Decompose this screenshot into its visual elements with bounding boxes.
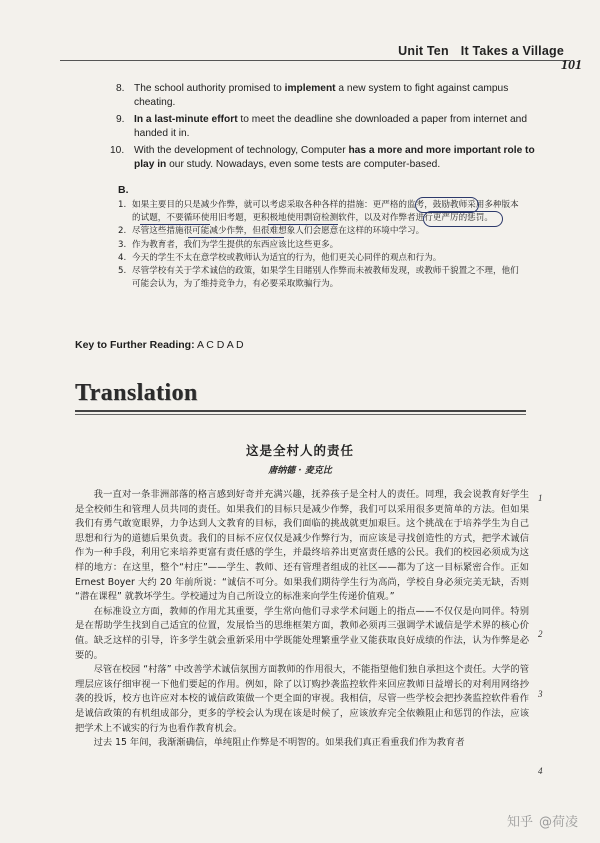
- section-b-label: B.: [118, 184, 129, 196]
- key-phrase: has a more and more important role to play in: [134, 144, 535, 171]
- answer-key-values: A C D A D: [196, 339, 244, 351]
- article-body: [75, 488, 529, 751]
- heading-rule: [75, 410, 526, 412]
- list-item: 9. In a last-minute effort to meet the deadline she downloaded a paper from internet and handed it in.: [116, 113, 528, 140]
- running-header: [398, 44, 564, 58]
- unit-title: It Takes a Village: [460, 44, 564, 58]
- paragraph-number: 3: [538, 689, 543, 699]
- item-number: 9.: [116, 113, 125, 125]
- item-number: 10.: [110, 144, 125, 156]
- page-number: 101: [561, 58, 582, 73]
- paragraph-number: 2: [538, 629, 543, 639]
- answer-key-label: Key to Further Reading:: [75, 339, 195, 351]
- watermark-user: @荷凌: [538, 815, 578, 830]
- paragraph: 我一直对一条非洲部落的格言感到好奇并充满兴趣，抚养孩子是全村人的责任。同理，我会说教育好学生是全校师生和管理人员共同的责任。如果我们的目标只是减少作弊，我们可以采用很多更简单的方法。但如果我们有勇气敢宽眼界，力争达到人文教育的目标，我们面临的挑战就更加艰巨。这个挑战在于培养学生为自己思想和行为的道德后果负责。我们的目标不应仅仅是减少作弊行为，而应该是寻找创造性的方式，把学术诚信作为一种手段，利用它来培养更富有责任感的学生，并最终培养出更富责任感的公民。我们的校园必须成为这样的地方：在这里，整个“村庄”——学生、教师、还有管理者组成的社区——都为了这一目标紧密合作。正如 Ernest Boyer 大约 20 年前所说：“诚信不可分。如果我们期待学生行为高尚，学校自身必须完美无缺，否则 “潜在课程” 就教坏学生。学校通过为自己所设立的标准来向学生传递价值观。”: [75, 489, 529, 603]
- header-rule: [60, 60, 570, 61]
- key-phrase: implement: [284, 83, 336, 94]
- list-item: 2. 尽管这些措施很可能减少作弊，但很难想象人们会愿意在这样的环境中学习。: [118, 226, 425, 237]
- heading-rule: [75, 414, 526, 415]
- list-item: 8. The school authority promised to implement a new system to fight against campus cheating.: [116, 83, 509, 109]
- list-item: 10. With the development of technology, Computer has a more and more important role to play in our study. Nowadays, even some tests are computer-based.: [110, 144, 535, 171]
- list-item: 5. 尽管学校有关于学术诚信的政策，如果学生目睹别人作弊而未被教师发现，或教师千貌置之不理，他们可能会认为，为了维持竞争力，有必要采取欺骗行为。: [118, 266, 519, 290]
- article-title: 这是全村人的责任: [245, 443, 354, 458]
- item-number: 8.: [116, 83, 125, 94]
- paragraph-number: 1: [538, 493, 543, 503]
- paragraph: 尽管在校园 “村落” 中改善学术诚信氛围方面教师的作用很大，不能指望他们独自承担这个责任。大学的管理层应该仔细审视一下他们要起的作用。例如，除了以订购抄袭监控软件来回应教师日益增长的对利用网络抄袭的投诉，校方也许应对本校的诚信政策做一个更全面的审视。我相信，尽管一些学校会把抄袭监控软件看作是诚信政策的有机组成部分，更多的学校会认为现在该是时候了，应该放弃完全依赖阻止和惩罚的作法，应该把学术上不诚实的行为也看作教育机会。: [75, 664, 529, 734]
- paragraph: 过去 15 年间，我渐渐确信，单纯阻止作弊是不明智的。如果我们真正看重我们作为教育者: [93, 737, 465, 749]
- exercise-list-a: [110, 82, 538, 175]
- list-item: 3. 作为教育者，我们为学生提供的东西应该比这些更多。: [118, 239, 339, 250]
- pen-circle-annotation: [423, 211, 503, 227]
- unit-label: Unit Ten: [398, 44, 449, 58]
- answer-key: [75, 339, 244, 351]
- paragraph: 在标准设立方面，教师的作用尤其重要，学生常向他们寻求学术问题上的指点——不仅仅是向同伴。特别是在帮助学生找到自己适宜的位置，发展恰当的思维框架方面，教师必须再三强调学术诚信是学术界的核心价值。缺乏这样的引导，许多学生就会重新采用中学既能处理繁重学业又能获取良好成绩的作法，认为作弊是必要的。: [75, 605, 529, 661]
- article-author: 唐纳德 · 麦克比: [268, 466, 332, 476]
- list-item: 1. 如果主要目的只是减少作弊，就可以考虑采取各种各样的措施：更严格的监考，鼓励教师采用多种版本的试题，不要循环使用旧考题，更积极地使用剽窃检测软件，以及对作弊者进行更严厉的惩罚。: [118, 200, 519, 224]
- section-heading: Translation: [75, 380, 198, 406]
- pen-underline: [140, 224, 210, 225]
- key-phrase: In a last-minute effort: [134, 113, 238, 125]
- watermark: [507, 811, 578, 830]
- paragraph-number: 4: [538, 766, 543, 776]
- pen-underline: [188, 237, 284, 238]
- list-item: 4. 今天的学生不太在意学校或教师认为适宜的行为，他们更关心同伴的观点和行为。: [118, 252, 442, 263]
- pen-underline: [268, 224, 338, 225]
- watermark-site: 知乎: [506, 815, 533, 830]
